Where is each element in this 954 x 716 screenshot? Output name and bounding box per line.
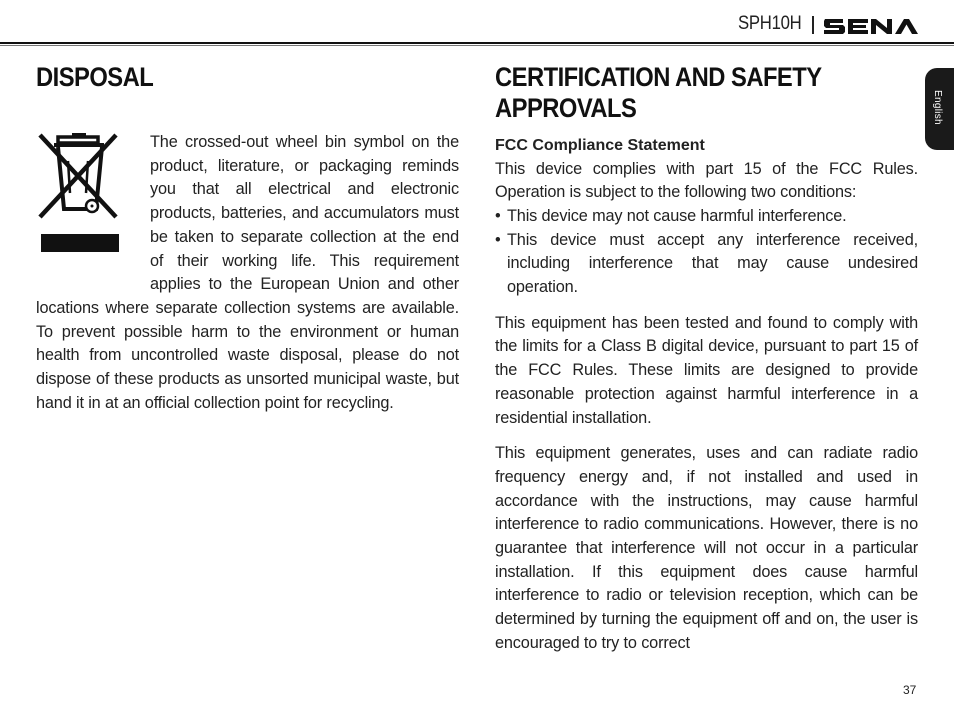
model-name: SPH10H (738, 13, 802, 34)
conditions-list (495, 205, 918, 300)
bullet-icon: • (495, 206, 501, 225)
list-item (495, 229, 918, 300)
disposal-heading: DISPOSAL (36, 62, 154, 92)
certification-heading-line2: APPROVALS (495, 93, 637, 123)
header-rule-thin (0, 45, 954, 46)
language-tab (925, 68, 954, 150)
bullet-icon: • (495, 230, 501, 249)
certification-heading-line1: CERTIFICATION AND SAFETY (495, 62, 822, 92)
sena-logo (823, 15, 919, 36)
interference-paragraph: This equipment generates, uses and can radiate radio frequency energy and, if not installed and used in accordance with the instructions, may cause harmful interference to radio communications. However, there is no guarantee that interference will not occur in a particular installation. If this equipment does cause harmful interference to radio or television reception, which can be determined by turning the equipment off and on, the user is encouraged to try to correct (495, 444, 918, 652)
fcc-intro: This device complies with part 15 of the FCC Rules. Operation is subject to the following two conditions: (495, 159, 918, 202)
language-tab-label: English (932, 90, 943, 125)
list-item (495, 205, 918, 229)
header-rule (0, 42, 954, 44)
certification-section (495, 62, 918, 656)
crossed-out-wheelie-bin-icon (36, 131, 150, 291)
disposal-paragraph: The crossed-out wheel bin symbol on the product, literature, or packaging reminds you that all electrical and electronic products, batteries, and accumulators must be taken to separate collection at the end of their working life. This requirement applies to the European Union and other locations where separate collection systems are available. To prevent possible harm to the environment or human health from uncontrolled waste disposal, please do not dispose of these products as unsorted municipal waste, but hand it in at an official collection point for recycling. (36, 133, 459, 412)
page-number: 37 (903, 683, 917, 697)
disposal-section (36, 62, 459, 415)
compliance-paragraph: This equipment has been tested and found to comply with the limits for a Class B digital device, pursuant to part 15 of the FCC Rules. These limits are designed to provide reasonable protection against harmful interference in a residential installation. (495, 313, 918, 427)
fcc-subheading: FCC Compliance Statement (495, 137, 705, 154)
header-separator (812, 16, 814, 34)
condition-text: This device must accept any interference received, including interference that may cause undesired operation. (507, 230, 918, 297)
condition-text: This device may not cause harmful interference. (507, 206, 847, 225)
